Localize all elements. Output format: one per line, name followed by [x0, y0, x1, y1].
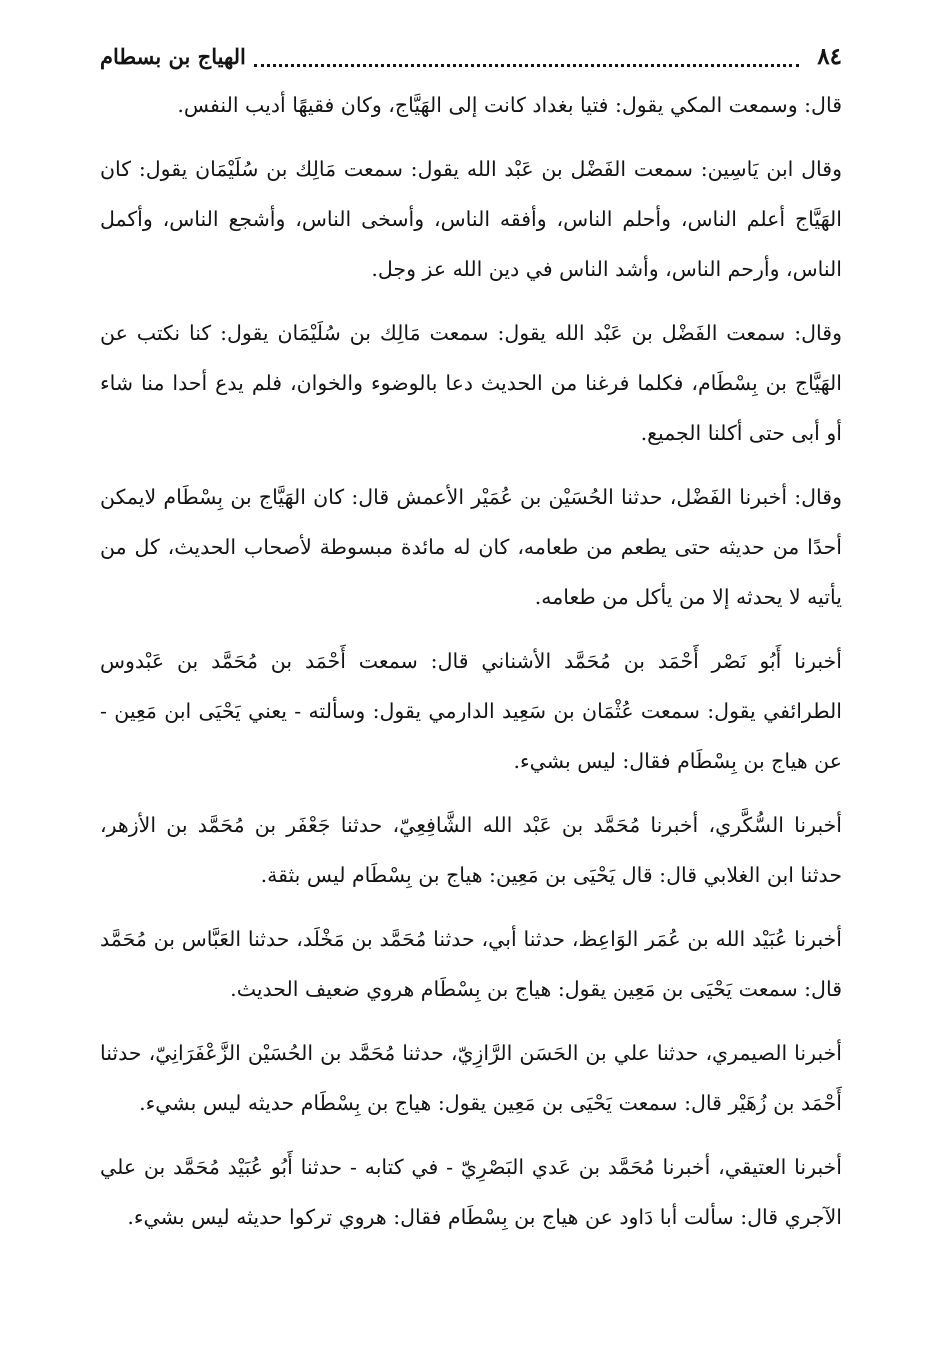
paragraph: وقال: أخبرنا الفَضْل، حدثنا الحُسَيْن بن عُمَيْر الأعمش قال: كان الهَيَّاج بن بِسْطَام لايمكن أحدًا من حديثه حتى يطعم من طعامه، كان له مائدة مبسوطة لأصحاب الحديث، كل من يأتيه لا يحدثه إلا من يأكل من طعامه.	[100, 485, 842, 609]
paragraph: قال: وسمعت المكي يقول: فتيا بغداد كانت إلى الهَيَّاج، وكان فقيهًا أديب النفس.	[177, 93, 842, 117]
page-header	[100, 34, 842, 80]
header-dot-leader	[254, 64, 799, 67]
page-number: ٨٤	[817, 43, 842, 70]
paragraph: أخبرنا أَبُو نَصْر أَحْمَد بن مُحَمَّد الأشناني قال: سمعت أَحْمَد بن مُحَمَّد بن عَبْدوس الطرائفي يقول: سمعت عُثْمَان بن سَعِيد الدارمي يقول: وسألته - يعني يَحْيَى ابن مَعِين - عن هياج بن بِسْطَام فقال: ليس بشيء.	[100, 649, 842, 773]
book-page	[100, 34, 842, 1256]
paragraph: أخبرنا العتيقي، أخبرنا مُحَمَّد بن عَدي البَصْرِيّ - في كتابه - حدثنا أَبُو عُبَيْد مُحَمَّد بن علي الآجري قال: سألت أبا دَاود عن هياج بن بِسْطَام فقال: هروي تركوا حديثه ليس بشيء.	[100, 1155, 842, 1229]
paragraph: أخبرنا السُّكَّري، أخبرنا مُحَمَّد بن عَبْد الله الشَّافِعِيّ، حدثنا جَعْفَر بن مُحَمَّد بن الأزهر، حدثنا ابن الغلابي قال: قال يَحْيَى بن مَعِين: هياج بن بِسْطَام ليس بثقة.	[100, 813, 842, 887]
paragraph: أخبرنا الصيمري، حدثنا علي بن الحَسَن الرَّازِيّ، حدثنا مُحَمَّد بن الحُسَيْن الزَّعْفَرَانِيّ، حدثنا أَحْمَد بن زُهَيْر قال: سمعت يَحْيَى بن مَعِين يقول: هياج بن بِسْطَام حديثه ليس بشيء.	[100, 1041, 842, 1115]
paragraph: أخبرنا عُبَيْد الله بن عُمَر الوَاعِظ، حدثنا أبي، حدثنا مُحَمَّد بن مَخْلَد، حدثنا العَبَّاس بن مُحَمَّد قال: سمعت يَحْيَى بن مَعِين يقول: هياج بن بِسْطَام هروي ضعيف الحديث.	[100, 927, 842, 1001]
paragraph: وقال ابن يَاسِين: سمعت الفَضْل بن عَبْد الله يقول: سمعت مَالِك بن سُلَيْمَان يقول: كان الهَيَّاج أعلم الناس، وأحلم الناس، وأفقه الناس، وأسخى الناس، وأشجع الناس، وأكمل الناس، وأرحم الناس، وأشد الناس في دين الله عز وجل.	[100, 157, 842, 281]
running-title: الهياج بن بسطام	[100, 44, 246, 69]
paragraph: وقال: سمعت الفَضْل بن عَبْد الله يقول: سمعت مَالِك بن سُلَيْمَان يقول: كنا نكتب عن الهَيَّاج بن بِسْطَام، فكلما فرغنا من الحديث دعا بالوضوء والخوان، فلم يدع أحدا منا شاء أو أبى حتى أكلنا الجميع.	[100, 321, 842, 445]
